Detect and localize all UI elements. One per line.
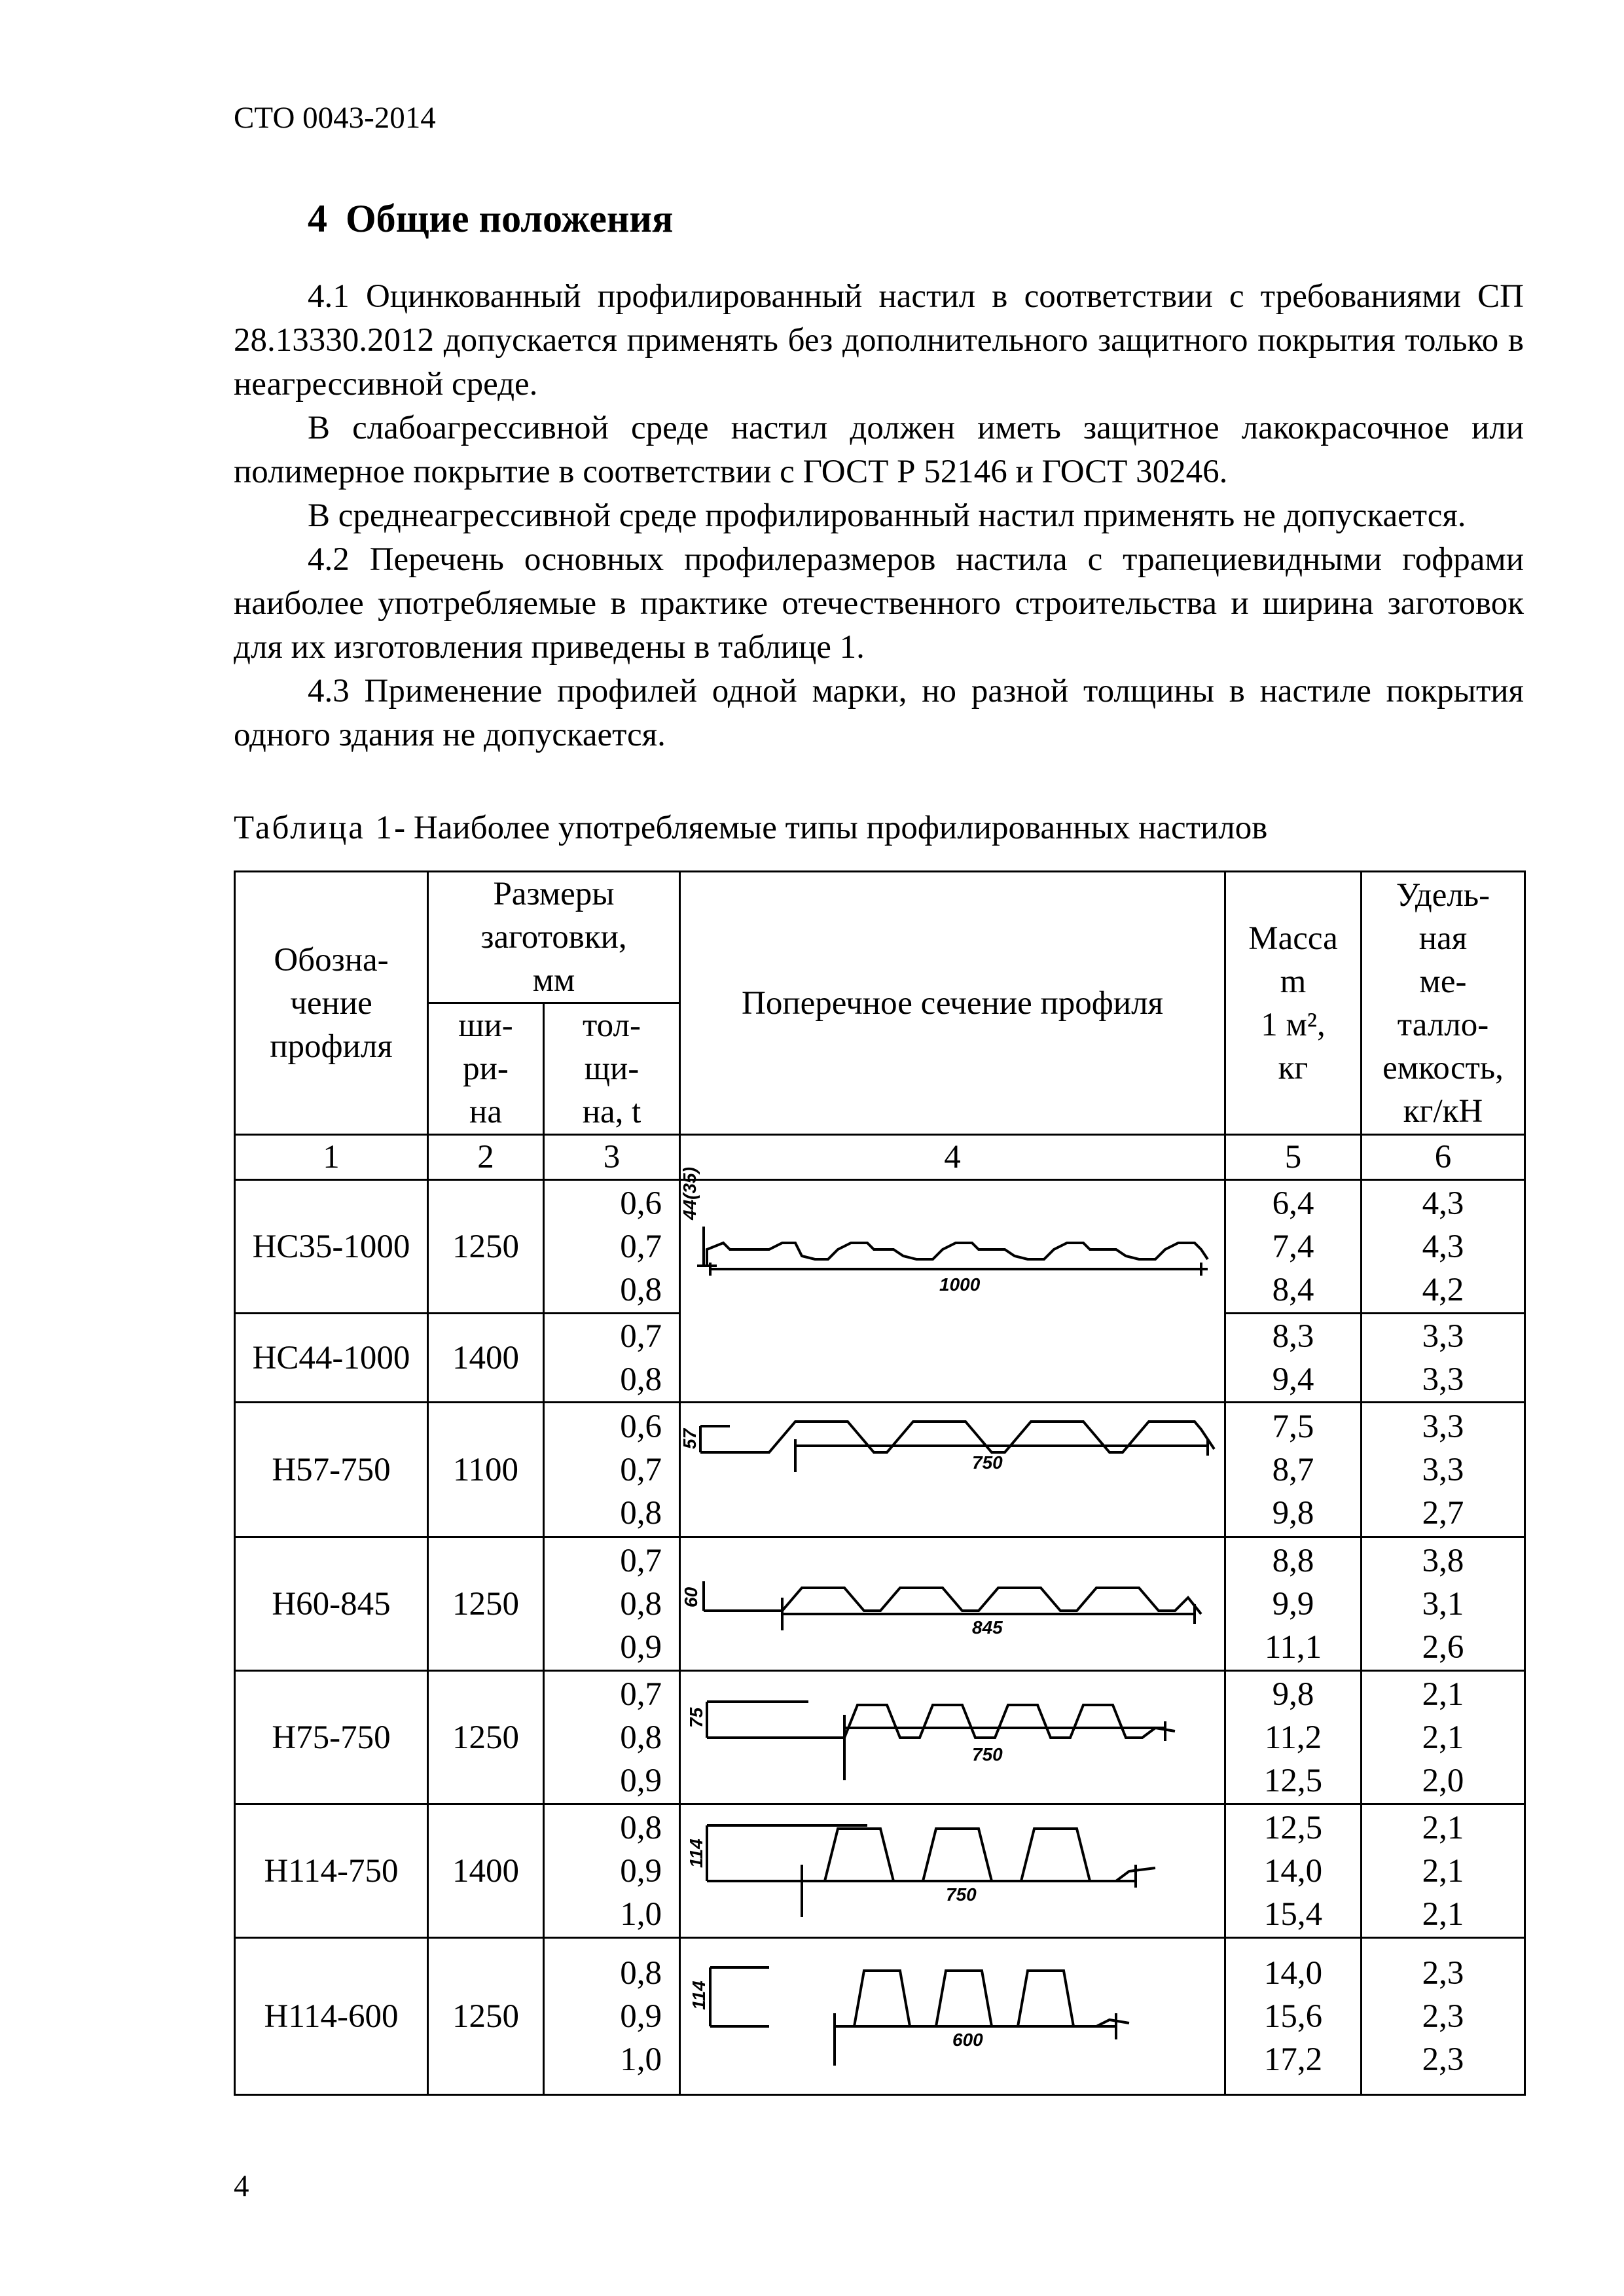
table-row [235,1403,1525,1537]
body-text [234,275,1524,757]
row-width: 1400 [428,1314,544,1403]
profile-h75-drawing [684,1676,1221,1800]
header-metal-intensity: Удель- ная ме- талло- емкость, кг/кН [1362,872,1525,1135]
row-thickness: 0,8 0,9 1,0 [544,1804,680,1938]
row-mass: 6,4 7,4 8,4 [1225,1180,1362,1314]
row-mass: 7,5 8,7 9,8 [1225,1403,1362,1537]
profile-span-label: 845 [972,1617,1003,1638]
paragraph: 4.2 Перечень основных профилеразмеров настила с трапециевидными гофрами наиболее употребляемые в практике отечественного строительства и ширина заготовок для их изготовления приведены в таблице 1. [234,541,1524,666]
row-mass: 14,0 15,6 17,2 [1225,1938,1362,2095]
table-caption [234,806,1267,850]
profile-height-label: 75 [686,1707,706,1728]
row-section-drawing [680,1804,1225,1938]
row-metal-intensity: 2,1 2,1 2,0 [1362,1671,1525,1804]
table-caption-text: - Наиболее употребляемые типы профилированных настилов [394,810,1268,846]
table-caption-label: Таблица 1 [234,810,395,846]
row-designation: НС44-1000 [235,1314,428,1403]
row-width: 1100 [428,1403,544,1537]
column-number: 3 [544,1135,680,1180]
section-heading [308,196,673,242]
row-thickness: 0,8 0,9 1,0 [544,1938,680,2095]
table-row [235,1804,1525,1938]
row-metal-intensity: 3,3 3,3 2,7 [1362,1403,1525,1537]
profile-ns35-drawing [679,1167,1221,1305]
table-row [235,1180,1525,1314]
section-title: Общие положения [346,197,674,240]
paragraph: В слабоагрессивной среде настил должен иметь защитное лакокрасочное или полимерное покрытие в соответствии с ГОСТ Р 52146 и ГОСТ 30246. [234,410,1524,490]
profile-span-label: 750 [972,1452,1003,1473]
row-section-drawing [679,1167,1225,1403]
column-number: 5 [1225,1135,1362,1180]
header-thickness: тол- щи- на, t [544,1003,680,1135]
profile-h57-drawing [679,1403,1221,1528]
column-number: 2 [428,1135,544,1180]
row-thickness: 0,7 0,8 0,9 [544,1671,680,1804]
row-metal-intensity: 2,1 2,1 2,1 [1362,1804,1525,1938]
header-blank-size: Размеры заготовки, мм [428,872,680,1003]
section-number: 4 [308,197,327,240]
header-width: ши- ри- на [428,1003,544,1135]
profile-h114-750-drawing [684,1809,1221,1933]
row-section-drawing [680,1537,1225,1671]
row-width: 1250 [428,1938,544,2095]
row-metal-intensity: 3,8 3,1 2,6 [1362,1537,1525,1671]
profile-height-label: 60 [681,1587,701,1607]
row-designation: Н75-750 [235,1671,428,1804]
row-metal-intensity: 3,3 3,3 [1362,1314,1525,1403]
document-code: СТО 0043-2014 [234,101,436,135]
profile-height-label: 57 [679,1428,700,1449]
profile-span-label: 600 [952,2029,983,2050]
row-mass: 12,5 14,0 15,4 [1225,1804,1362,1938]
header-section: Поперечное сечение профиля [680,872,1225,1135]
row-width: 1250 [428,1537,544,1671]
profile-span-label: 750 [972,1744,1003,1765]
column-number: 1 [235,1135,428,1180]
row-thickness: 0,6 0,7 0,8 [544,1180,680,1314]
row-mass: 8,3 9,4 [1225,1314,1362,1403]
row-thickness: 0,6 0,7 0,8 [544,1403,680,1537]
row-width: 1250 [428,1671,544,1804]
page-number: 4 [234,2169,249,2203]
header-mass: Масса m 1 м², кг [1225,872,1362,1135]
row-thickness: 0,7 0,8 0,9 [544,1537,680,1671]
row-designation: Н60-845 [235,1537,428,1671]
profile-height-label: 114 [689,1980,709,2010]
row-designation: Н114-750 [235,1804,428,1938]
profile-height-label: 44(35) [679,1167,700,1220]
paragraph: 4.3 Применение профилей одной марки, но разной толщины в настиле покрытия одного здания не допускается. [234,673,1524,753]
row-section-drawing [680,1671,1225,1804]
column-number: 6 [1362,1135,1525,1180]
table-row [235,1537,1525,1671]
table-row [235,1938,1525,2095]
row-mass: 8,8 9,9 11,1 [1225,1537,1362,1671]
profile-height-label: 114 [686,1838,706,1868]
row-designation: Н114-600 [235,1938,428,2095]
row-width: 1250 [428,1180,544,1314]
row-thickness: 0,7 0,8 [544,1314,680,1403]
row-designation: Н57-750 [235,1403,428,1537]
profile-h114-600-drawing [684,1948,1221,2085]
paragraph: В среднеагрессивной среде профилированный настил применять не допускается. [308,497,1466,534]
row-metal-intensity: 2,3 2,3 2,3 [1362,1938,1525,2095]
row-section-drawing [680,1403,1225,1537]
header-designation: Обозна- чение профиля [235,872,428,1135]
profile-h60-drawing [681,1542,1221,1666]
profiles-table [234,870,1526,2096]
row-designation: НС35-1000 [235,1180,428,1314]
row-section-drawing [680,1938,1225,2095]
table-row [235,1671,1525,1804]
profile-span-label: 750 [946,1884,977,1905]
paragraph: 4.1 Оцинкованный профилированный настил в соответствии с требованиями СП 28.13330.2012 допускается применять без дополнительного защитного покрытия только в неагрессивной среде. [234,278,1524,403]
column-number: 4 [680,1135,1225,1180]
profile-span-label: 1000 [939,1274,981,1295]
row-width: 1400 [428,1804,544,1938]
row-mass: 9,8 11,2 12,5 [1225,1671,1362,1804]
row-metal-intensity: 4,3 4,3 4,2 [1362,1180,1525,1314]
